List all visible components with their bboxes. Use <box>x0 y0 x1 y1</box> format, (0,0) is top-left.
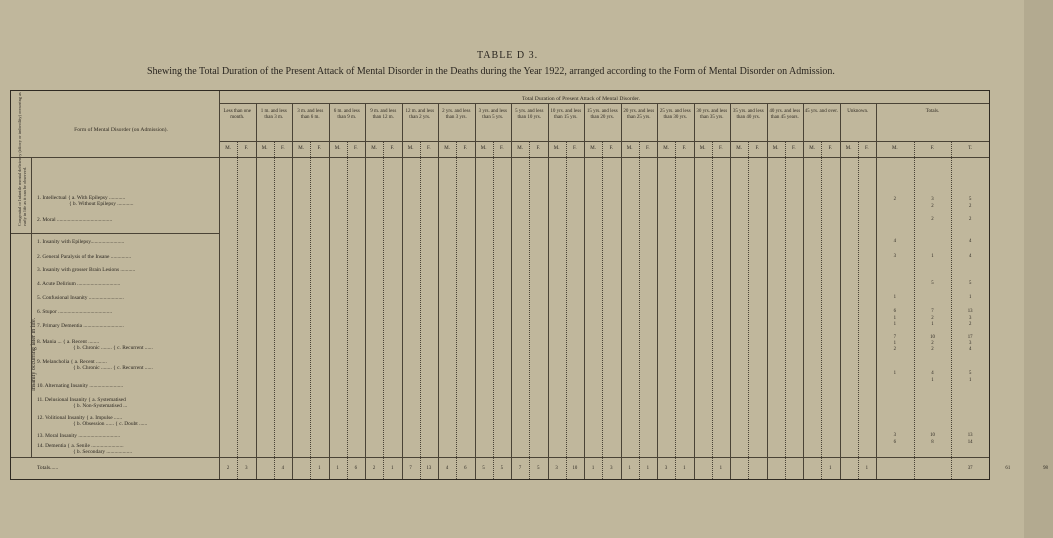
totals-column-cell: 2 <box>893 197 897 202</box>
totals-column-cell: 13 <box>967 309 973 314</box>
totals-column-cell: 5 <box>968 371 972 376</box>
totals-cell: 61 <box>1005 466 1011 471</box>
totals-cell: 1 <box>646 466 650 471</box>
totals-cell: 4 <box>445 466 449 471</box>
column-header-9: 10 yrs. and less than 15 yrs. <box>550 109 582 120</box>
column-divider-17 <box>840 103 841 479</box>
column-divider-3 <box>329 103 330 479</box>
column-divider-6 <box>438 103 439 479</box>
totals-column-cell: 10 <box>930 433 935 438</box>
subcolumn-header-3-0: M. <box>334 146 341 151</box>
totals-cell: 1 <box>318 466 321 471</box>
column-divider-13 <box>694 103 695 479</box>
totals-column-cell: 3 <box>893 254 897 259</box>
subcolumn-header-11-1: F. <box>646 146 650 151</box>
totals-column-cell: 4 <box>893 239 897 244</box>
label-column-divider <box>219 91 220 479</box>
subcolumn-header-5-0: M. <box>407 146 414 151</box>
totals-label: Totals...... <box>37 465 59 471</box>
row-label-11: 10. Alternating Insanity ......................... <box>37 383 124 389</box>
subcolumn-divider-12-1 <box>675 141 676 479</box>
side-label-later: Insanity occurring later in life. <box>31 317 37 391</box>
totals-column-cell: 2 <box>931 347 934 352</box>
subcolumn-header-7-1: F. <box>500 146 504 151</box>
totals-column-cell: 6 <box>893 440 897 445</box>
column-header-4: 9 m. and less than 12 m. <box>370 109 397 120</box>
subcolumn-divider-15-1 <box>785 141 786 479</box>
subcolumn-header-15-0: M. <box>772 146 779 151</box>
column-divider-12 <box>657 103 658 479</box>
header-rule <box>219 103 989 104</box>
totals-cell: 98 <box>1043 466 1048 471</box>
row-label-15: 14. Dementia { a. Senile ........................ <box>37 443 124 449</box>
totals-column-cell: 6 <box>893 309 897 314</box>
section-rule <box>11 233 219 234</box>
subcolumn-header-18-0: M. <box>891 146 898 151</box>
subcolumn-header-15-1: F. <box>792 146 796 151</box>
subcolumn-header-18-2: T. <box>968 146 973 151</box>
totals-column-cell: 2 <box>931 316 934 321</box>
column-header-2: 3 m. and less than 6 m. <box>297 109 324 120</box>
data-table <box>10 90 1048 480</box>
totals-column-cell: 3 <box>968 316 972 321</box>
totals-column-cell: 4 <box>968 239 972 244</box>
row-label-0: 1. Intellectual { a. With Epilepsy ............ <box>37 195 126 201</box>
subcolumn-header-18-1: F. <box>930 146 935 151</box>
totals-cell: 2 <box>372 466 376 471</box>
column-header-16: 45 yrs. and over. <box>804 109 838 114</box>
totals-cell: 3 <box>245 466 248 471</box>
subcolumn-header-16-0: M. <box>809 146 815 151</box>
subcolumn-divider-17-1 <box>858 141 859 479</box>
row-label-8: 7. Primary Dementia .............................. <box>37 323 124 329</box>
subcolumn-header-8-1: F. <box>536 146 541 151</box>
subcolumn-divider-5-1 <box>420 141 421 479</box>
column-divider-9 <box>548 103 549 479</box>
column-header-0: Less than one month. <box>223 109 251 120</box>
row-label-13: 12. Volitional Insanity { a. Impulse ...... <box>37 415 123 421</box>
totals-column-cell: 1 <box>893 371 897 376</box>
form-header: Form of Mental Disorder (on Admission). <box>74 127 168 133</box>
subcolumn-divider-2-1 <box>310 141 311 479</box>
row-label-1: 2. Moral ......................................... <box>37 217 113 223</box>
totals-column-cell: 3 <box>893 433 897 438</box>
column-divider-18 <box>876 103 877 479</box>
row-sublabel-12: { b. Non-Systematised ... <box>73 403 128 409</box>
subcolumn-header-14-0: M. <box>736 146 742 151</box>
column-header-5: 12 m. and less than 2 yrs. <box>405 109 435 120</box>
column-divider-7 <box>475 103 476 479</box>
totals-column-cell: 1 <box>893 295 897 300</box>
totals-cell: 10 <box>572 466 578 471</box>
subcolumn-header-9-0: M. <box>553 146 560 151</box>
subcolumn-divider-7-1 <box>493 141 494 479</box>
totals-column-cell: 2 <box>968 217 972 222</box>
column-header-12: 25 yrs. and less than 30 yrs. <box>659 109 691 120</box>
duration-header: Total Duration of Present Attack of Mental Disorder. <box>522 96 640 102</box>
row-sublabel-9: { b. Chronic ........ { c. Recurrent ...... <box>73 345 153 351</box>
column-divider-1 <box>256 103 257 479</box>
totals-column-cell: 2 <box>968 322 972 327</box>
subcolumn-header-13-0: M. <box>699 146 706 151</box>
row-label-6: 5. Confusional Insanity .......................... <box>37 295 124 301</box>
totals-cell: 7 <box>518 466 522 471</box>
totals-cell: 1 <box>719 466 723 471</box>
subcolumn-header-11-0: M. <box>626 146 633 151</box>
totals-column-cell: 10 <box>930 335 935 340</box>
column-header-10: 15 yrs. and less than 20 yrs. <box>586 109 618 120</box>
subcolumn-header-4-1: F. <box>390 146 395 151</box>
subcolumn-header-10-0: M. <box>590 146 596 151</box>
row-sublabel-0: { b. Without Epilepsy ............ <box>69 201 134 207</box>
subcolumn-divider-10-1 <box>602 141 603 479</box>
column-header-14: 35 yrs. and less than 40 yrs. <box>732 109 764 120</box>
subcolumn-header-2-0: M. <box>298 146 304 151</box>
body-top-rule <box>11 157 989 158</box>
totals-cell: 5 <box>482 466 485 471</box>
subcolumn-header-2-1: F. <box>317 146 322 151</box>
totals-column-cell: 17 <box>967 335 973 340</box>
subcolumn-header-8-0: M. <box>517 146 523 151</box>
totals-cell: 1 <box>336 466 339 471</box>
totals-cell: 6 <box>464 466 467 471</box>
totals-column-cell: 7 <box>931 309 934 314</box>
totals-column-cell: 4 <box>968 347 972 352</box>
totals-cell: 1 <box>829 466 832 471</box>
totals-cell: 2 <box>226 466 230 471</box>
totals-column-cell: 5 <box>931 281 934 286</box>
totals-column-cell: 5 <box>968 281 972 286</box>
totals-column-cell: 1 <box>893 316 897 321</box>
totals-column-cell: 13 <box>967 433 973 438</box>
totals-cell: 6 <box>354 466 358 471</box>
subcolumn-header-6-1: F. <box>463 146 468 151</box>
subcolumn-header-9-1: F. <box>573 146 577 151</box>
table-subtitle: Shewing the Total Duration of the Present Attack of Mental Disorder in the Deaths during the Year 1922, arranged according to the Form of Mental Disorder on Admission. <box>147 66 835 77</box>
totals-column-cell: 1 <box>931 254 934 259</box>
row-label-10: 9. Melancholia { a. Recent ........ <box>37 359 107 365</box>
row-sublabel-13: { b. Obsession ...... { c. Doubt ...... <box>73 421 148 427</box>
column-divider-2 <box>292 103 293 479</box>
totals-column-cell: 8 <box>931 440 934 445</box>
totals-cell: 5 <box>500 466 504 471</box>
totals-rule <box>11 457 989 458</box>
subcolumn-divider-4-1 <box>383 141 384 479</box>
column-header-13: 30 yrs. and less than 35 yrs. <box>696 109 728 120</box>
subcolumn-header-0-0: M. <box>225 146 231 151</box>
subcolumn-header-7-0: M. <box>480 146 487 151</box>
subcolumn-header-13-1: F. <box>719 146 723 151</box>
totals-column-cell: 2 <box>931 341 934 346</box>
subcolumn-header-14-1: F. <box>755 146 760 151</box>
row-label-14: 13. Moral Insanity ............................... <box>37 433 121 439</box>
subcolumn-header-16-1: F. <box>828 146 833 151</box>
row-label-7: 6. Stupor ........................................ <box>37 309 113 315</box>
column-divider-10 <box>584 103 585 479</box>
row-sublabel-15: { b. Secondary ................... <box>73 449 133 455</box>
totals-cell: 3 <box>555 466 558 471</box>
row-sublabel-10: { b. Chronic ........ { c. Recurrent ...... <box>73 365 153 371</box>
totals-cell: 1 <box>391 466 394 471</box>
row-label-3: 2. General Paralysis of the Insane ............... <box>37 254 132 260</box>
subcolumn-divider-18-1 <box>914 141 915 479</box>
totals-cell: 1 <box>865 466 869 471</box>
totals-column-cell: 1 <box>893 341 897 346</box>
column-header-6: 2 yrs. and less than 3 yrs. <box>442 109 471 120</box>
column-divider-4 <box>365 103 366 479</box>
totals-cell: 7 <box>409 466 412 471</box>
subcolumn-header-5-1: F. <box>427 146 431 151</box>
column-divider-11 <box>621 103 622 479</box>
column-header-1: 1 m. and less than 3 m. <box>260 109 287 120</box>
column-header-8: 5 yrs. and less than 10 yrs. <box>515 109 544 120</box>
subcolumn-header-1-0: M. <box>261 146 268 151</box>
totals-cell: 13 <box>426 466 432 471</box>
totals-column-cell: 2 <box>931 217 934 222</box>
row-label-12: 11. Delusional Insanity { a. Systematised <box>37 397 126 403</box>
totals-cell: 1 <box>683 466 686 471</box>
subcolumn-divider-1-1 <box>274 141 275 479</box>
subcolumn-divider-14-1 <box>748 141 749 479</box>
subcolumn-header-6-0: M. <box>444 146 450 151</box>
subcolumn-header-17-1: F. <box>865 146 869 151</box>
subcolumn-divider-3-1 <box>347 141 348 479</box>
totals-cell: 3 <box>610 466 613 471</box>
totals-column-cell: 1 <box>931 322 934 327</box>
totals-column-cell: 1 <box>931 378 934 383</box>
column-header-7: 3 yrs. and less than 5 yrs. <box>478 109 507 120</box>
column-header-11: 20 yrs. and less than 25 yrs. <box>623 109 655 120</box>
subcolumn-header-1-1: F. <box>281 146 285 151</box>
column-divider-8 <box>511 103 512 479</box>
totals-cell: 5 <box>537 466 540 471</box>
column-divider-16 <box>803 103 804 479</box>
column-divider-15 <box>767 103 768 479</box>
subcolumn-divider-9-1 <box>566 141 567 479</box>
totals-column-cell: 2 <box>931 204 934 209</box>
subcolumn-header-17-0: M. <box>845 146 852 151</box>
table-title: TABLE D 3. <box>477 50 539 61</box>
totals-column-cell: 7 <box>893 335 897 340</box>
subcolumn-divider-13-1 <box>712 141 713 479</box>
side-label-congenital: Congenital or Infantile mental deficiency (idiocy or imbecility) occurring as early in life as it can be observed. <box>17 92 27 226</box>
column-header-3: 6 m. and less than 9 m. <box>333 109 360 120</box>
subcolumn-header-12-0: M. <box>663 146 669 151</box>
column-divider-14 <box>730 103 731 479</box>
totals-column-cell: 3 <box>968 341 972 346</box>
totals-column-cell: 14 <box>967 440 973 445</box>
totals-column-cell: 3 <box>931 197 934 202</box>
subcolumn-divider-16-1 <box>821 141 822 479</box>
totals-cell: 37 <box>967 466 973 471</box>
totals-column-cell: 1 <box>968 295 972 300</box>
subcolumn-header-0-1: F. <box>244 146 249 151</box>
row-label-5: 4. Acute Delirium ................................ <box>37 281 121 287</box>
subcolumn-header-12-1: F. <box>682 146 687 151</box>
totals-column-cell: 2 <box>968 204 972 209</box>
subcolumn-divider-6-1 <box>456 141 457 479</box>
subcolumn-divider-18-2 <box>951 141 952 479</box>
totals-column-cell: 4 <box>968 254 972 259</box>
subcolumn-header-10-1: F. <box>609 146 614 151</box>
totals-cell: 3 <box>664 466 668 471</box>
totals-cell: 4 <box>281 466 285 471</box>
row-label-4: 3. Insanity with grosser Brain Lesions ........... <box>37 267 136 273</box>
totals-column-cell: 1 <box>893 322 897 327</box>
row-label-2: 1. Insanity with Epilepsy......................... <box>37 239 125 245</box>
totals-column-cell: 1 <box>968 378 972 383</box>
subcolumn-divider-11-1 <box>639 141 640 479</box>
column-header-17: Unknown. <box>847 109 869 114</box>
totals-column-cell: 4 <box>931 371 934 376</box>
totals-cell: 1 <box>628 466 631 471</box>
column-header-15: 40 yrs. and less than 45 years. <box>769 109 801 120</box>
side-label-divider <box>31 157 32 457</box>
subcolumn-header-3-1: F. <box>354 146 358 151</box>
subcolumn-header-4-0: M. <box>371 146 377 151</box>
subheader-rule <box>219 141 989 142</box>
totals-cell: 1 <box>591 466 595 471</box>
column-divider-5 <box>402 103 403 479</box>
subcolumn-divider-8-1 <box>529 141 530 479</box>
row-label-9: 8. Mania ... { a. Recent ........ <box>37 339 100 345</box>
totals-column-cell: 5 <box>968 197 972 202</box>
subcolumn-divider-0-1 <box>237 141 238 479</box>
totals-column-cell: 2 <box>893 347 897 352</box>
column-header-18: Totals. <box>925 109 940 114</box>
